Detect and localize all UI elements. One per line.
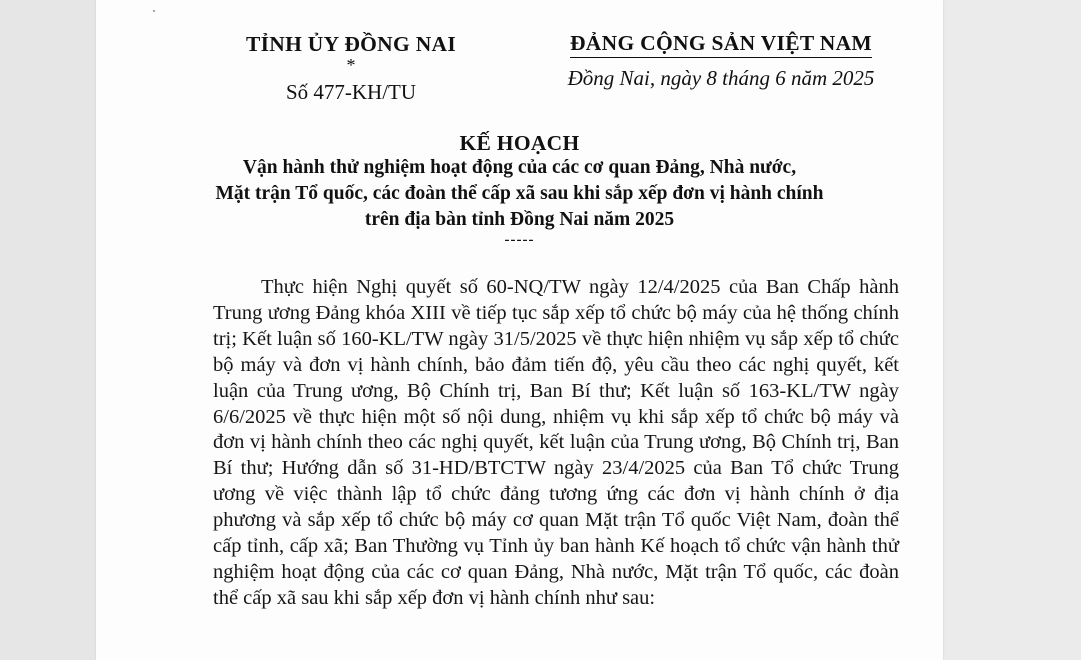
- document-number: Số 477-KH/TU: [285, 80, 417, 104]
- party-name: ĐẢNG CỘNG SẢN VIỆT NAM: [570, 30, 872, 58]
- document-type: KẾ HOẠCH: [459, 131, 580, 155]
- issuing-organization: TỈNH ỦY ĐỒNG NAI: [245, 32, 457, 56]
- document-page: [96, 0, 943, 660]
- star-separator: *: [346, 55, 356, 75]
- issuing-authority-block: [236, 30, 466, 108]
- left-background: [0, 0, 96, 660]
- document-title-block: [136, 131, 903, 247]
- right-background: [943, 0, 1081, 660]
- subject-line-2: Mặt trận Tổ quốc, các đoàn thể cấp xã sau khi sắp xếp đơn vị hành chính: [215, 183, 824, 204]
- scan-speck: [153, 10, 155, 12]
- party-header-block: [546, 30, 896, 93]
- subject-line-3: trên địa bàn tỉnh Đồng Nai năm 2025: [364, 209, 675, 230]
- title-separator: -----: [504, 232, 535, 248]
- subject-line-1: Vận hành thử nghiệm hoạt động của các cơ quan Đảng, Nhà nước,: [242, 157, 797, 178]
- body-paragraph: Thực hiện Nghị quyết số 60-NQ/TW ngày 12/4/2025 của Ban Chấp hành Trung ương Đảng khóa XIII về tiếp tục sắp xếp tổ chức bộ máy của hệ thống chính trị; Kết luận số 160-KL/TW ngày 31/5/2025 về thực hiện nhiệm vụ sắp xếp tổ chức bộ máy và đơn vị hành chính, bảo đảm tiến độ, yêu cầu theo các nghị quyết, kết luận của Trung ương, Bộ Chính trị, Ban Bí thư; Kết luận số 163-KL/TW ngày 6/6/2025 về thực hiện một số nội dung, nhiệm vụ khi sắp xếp tổ chức bộ máy và đơn vị hành chính theo các nghị quyết, kết luận của Trung ương, Bộ Chính trị, Ban Bí thư; Hướng dẫn số 31-HD/BTCTW ngày 23/4/2025 của Ban Tổ chức Trung ương về việc thành lập tổ chức đảng tương ứng các đơn vị hành chính ở địa phương và sắp xếp tổ chức bộ máy cơ quan Mặt trận Tổ quốc Việt Nam, đoàn thể cấp tỉnh, cấp xã; Ban Thường vụ Tỉnh ủy ban hành Kế hoạch tổ chức vận hành thử nghiệm hoạt động của các cơ quan Đảng, Nhà nước, Mặt trận Tổ quốc, các đoàn thể cấp xã sau khi sắp xếp đơn vị hành chính như sau:: [213, 276, 899, 609]
- place-date: Đồng Nai, ngày 8 tháng 6 năm 2025: [567, 66, 875, 90]
